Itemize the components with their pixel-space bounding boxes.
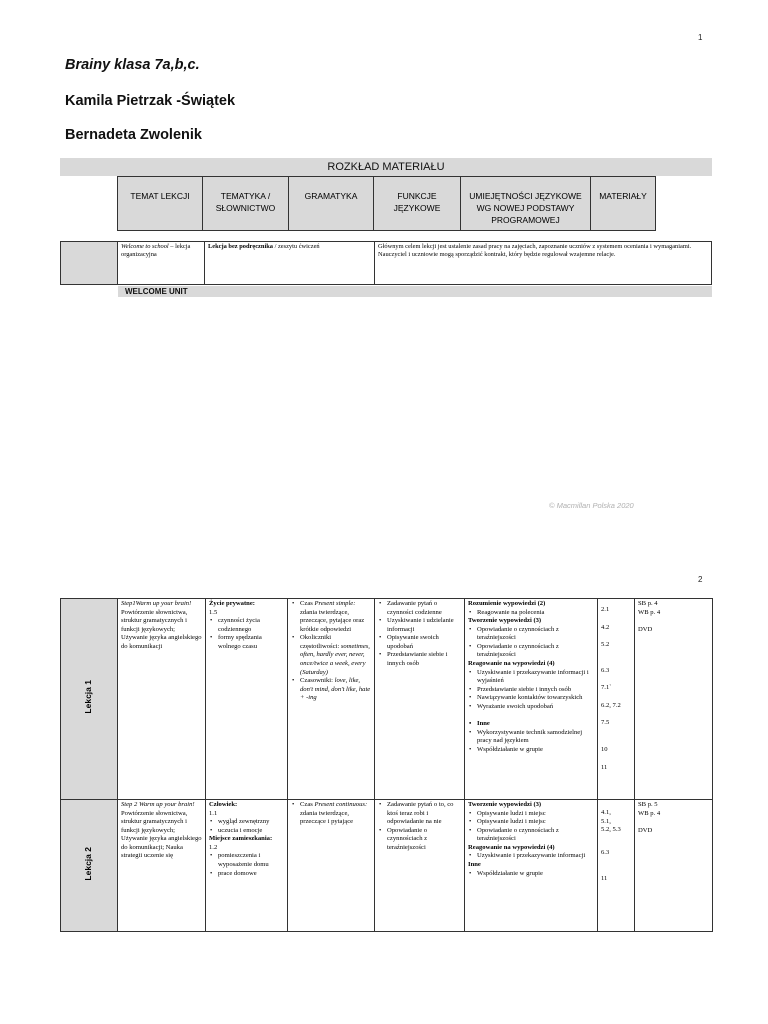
column-header-row — [60, 176, 712, 231]
grammar-text: Czasowniki: — [300, 677, 335, 685]
skill-ref: 4.1, — [601, 809, 611, 816]
header-tematyka: TEMATYKA / SŁOWNICTWO — [202, 176, 289, 231]
list-item: • Wyrażanie swoich upodobań — [468, 703, 594, 712]
list-item: • uczucia i emocje — [209, 827, 284, 836]
grammar-text: Okoliczniki częstotliwości: — [300, 634, 340, 650]
page-number-1: 1 — [698, 33, 703, 42]
material-item: SB p. 5 — [638, 801, 658, 808]
material-item: DVD — [638, 626, 653, 634]
list-item — [291, 677, 371, 703]
author-name-1: Kamila Pietrzak -Świątek — [65, 93, 236, 109]
lesson-topic-rest: Powtórzenie słownictwa, struktur gramatycznych i funkcji językowych; Używanie języka angielskiego do komunikacji; Nauka strategii uczenie się — [121, 809, 202, 860]
lesson-topic-cell — [118, 800, 206, 932]
skill-ref: 6.2, 7.2 — [601, 701, 621, 709]
intro-lesson-row — [60, 241, 712, 285]
lesson-skills-cell — [465, 800, 598, 932]
intro-nobook-rest: / zeszytu ćwiczeń — [272, 243, 320, 250]
list-item: • Przedstawianie siebie i innych osób — [468, 686, 594, 695]
lesson-grammar-cell — [288, 800, 375, 932]
grammar-text: Czas — [300, 600, 315, 607]
list-item: • Zadawanie pytań o czynności codzienne — [378, 600, 461, 617]
page-number-2: 2 — [698, 575, 703, 584]
intro-topic-cell — [117, 241, 205, 285]
list-item — [291, 801, 371, 827]
list-item: • Opowiadanie o czynnościach z teraźniejszości — [468, 626, 594, 643]
list-item — [291, 600, 371, 634]
skill-ref: 6.3 — [601, 848, 610, 856]
header-materialy: MATERIAŁY — [590, 176, 656, 231]
material-item: SB p. 4 — [638, 600, 658, 607]
lesson-vocab-cell — [206, 800, 288, 932]
lesson-topic-italic: Step 2 Warm up your brain! — [121, 801, 195, 808]
list-item: • Nawiązywanie kontaktów towarzyskich — [468, 694, 594, 703]
list-item: • pomieszczenia i wyposażenie domu — [209, 852, 284, 869]
header-spacer — [60, 176, 118, 231]
list-item: • Współdziałanie w grupie — [468, 870, 594, 879]
vocab-ref: 1.1 — [209, 809, 218, 817]
skills-heading: Reagowanie na wypowiedzi (4) — [468, 843, 555, 851]
lesson-grammar-cell — [288, 599, 375, 800]
skills-heading: Rozumienie wypowiedzi (2) — [468, 600, 546, 607]
list-item: • Uzyskiwanie i przekazywanie informacji — [468, 852, 594, 861]
list-item: • wygląd zewnętrzny — [209, 818, 284, 827]
lesson-topic-cell — [118, 599, 206, 800]
header-funkcje: FUNKCJE JĘZYKOWE — [373, 176, 461, 231]
lesson-materials-cell — [635, 800, 713, 932]
vocab-title: Miejsce zamieszkania: — [209, 835, 273, 843]
skills-heading: Tworzenie wypowiedzi (3) — [468, 801, 542, 808]
skill-ref: 2.1 — [601, 606, 610, 613]
list-item: • Opowiadanie o czynnościach z teraźniejszości — [378, 827, 461, 853]
lesson-functions-cell — [375, 800, 465, 932]
list-item: • Współdziałanie w grupie — [468, 746, 594, 755]
skills-heading: Reagowanie na wypowiedzi (4) — [468, 659, 555, 667]
list-item: • Przedstawianie siebie i innych osób — [378, 651, 461, 668]
skill-ref: 10 — [601, 745, 608, 753]
vocab-ref: 1.2 — [209, 843, 218, 851]
lesson-vocab-cell — [206, 599, 288, 800]
author-name-2: Bernadeta Zwolenik — [65, 127, 202, 143]
skill-ref: 5.1, — [601, 817, 611, 825]
intro-description-cell: Głównym celem lekcji jest ustalenie zasad pracy na zajęciach, zapoznanie uczniów z systemem oceniania i wymaganiami. Nauczyciel i uczniowie mogą sporządzić kontrakt, który będzie regulował wzajemne relacje. — [374, 241, 712, 285]
intro-topic-rest: – lekcja organizacyjna — [121, 243, 191, 259]
skill-ref: 5.2 — [601, 641, 610, 649]
grammar-text: zdania twierdzące, przeczące i pytające — [300, 809, 354, 826]
skill-ref: 5.2, 5.3 — [601, 826, 621, 834]
lesson-refs-cell — [598, 599, 635, 800]
material-item: DVD — [638, 827, 653, 835]
course-title: Brainy klasa 7a,b,c. — [65, 57, 200, 73]
lesson-table — [60, 598, 713, 932]
skills-heading: Inne — [468, 860, 481, 868]
table-row — [61, 599, 713, 800]
intro-topic-italic: Welcome to school — [121, 243, 169, 250]
list-item: • Opisywanie ludzi i miejsc — [468, 818, 594, 827]
list-item: • prace domowe — [209, 870, 284, 879]
list-item: • Opisywanie ludzi i miejsc — [468, 810, 594, 819]
list-item: • Opisywanie swoich upodobań — [378, 634, 461, 651]
grammar-text-italic: Present simple: — [314, 600, 356, 607]
list-item: • Opowiadanie o czynnościach z teraźniejszości — [468, 643, 594, 660]
lesson-label-cell — [61, 599, 118, 800]
list-item: • Zadawanie pytań o to, co ktoś teraz robi i odpowiadanie na nie — [378, 801, 461, 827]
list-item: • Uzyskiwanie i przekazywanie informacji i wyjaśnień — [468, 669, 594, 686]
lesson-functions-cell — [375, 599, 465, 800]
list-item: • Reagowanie na polecenia — [468, 609, 594, 618]
grammar-text-italic: love, like, don't mind, don't like, hate + -ing — [300, 677, 371, 702]
intro-nobook-bold: Lekcja bez podręcznika — [208, 243, 273, 250]
skills-heading: Tworzenie wypowiedzi (3) — [468, 617, 542, 625]
lesson-topic-rest: Powtórzenie słownictwa, struktur gramatycznych i funkcji językowych; Używanie języka angielskiego do komunikacji — [121, 608, 202, 650]
intro-label-cell — [60, 241, 118, 285]
skill-ref: 6.3 — [601, 666, 610, 674]
skill-ref: 7.1` — [601, 684, 612, 692]
grammar-text: zdania twierdzące, przeczące, pytające oraz krótkie odpowiedzi — [300, 608, 365, 633]
skill-ref: 11 — [601, 763, 608, 771]
list-item: • Uzyskiwanie i udzielanie informacji — [378, 617, 461, 634]
lesson-label: Lekcja 1 — [83, 680, 94, 714]
lesson-topic-italic: Step1Warm up your brain! — [121, 600, 192, 607]
lesson-label-cell — [61, 800, 118, 932]
vocab-ref: 1.5 — [209, 608, 218, 616]
grammar-text-italic: Present continuous: — [314, 801, 368, 808]
copyright-note: © Macmillan Polska 2020 — [549, 501, 634, 510]
skill-ref: 11 — [601, 875, 608, 883]
list-item: • Opowiadanie o czynnościach z teraźniejszości — [468, 827, 594, 844]
list-item: • Wykorzystywanie technik samodzielnej pracy nad językiem — [468, 729, 594, 746]
grammar-text-italic: sometimes, often, hardly ever, never, once/twice a week, every (Saturday) — [300, 642, 370, 676]
syllabus-title: ROZKŁAD MATERIAŁU — [60, 158, 712, 176]
lesson-materials-cell — [635, 599, 713, 800]
intro-nobook-cell — [204, 241, 375, 285]
list-item — [291, 634, 371, 677]
list-item: • Inne — [468, 720, 594, 729]
skill-ref: 7.5 — [601, 719, 610, 727]
skill-ref: 4.2 — [601, 623, 610, 631]
list-item: • czynności życia codziennego — [209, 617, 284, 634]
lesson-refs-cell — [598, 800, 635, 932]
lesson-label: Lekcja 2 — [83, 846, 94, 881]
lesson-skills-cell — [465, 599, 598, 800]
grammar-text: Czas — [300, 801, 315, 808]
material-item: WB p. 4 — [638, 608, 661, 616]
table-row — [61, 800, 713, 932]
header-umiejetnosci: UMIEJĘTNOŚCI JĘZYKOWE WG NOWEJ PODSTAWY PROGRAMOWEJ — [460, 176, 591, 231]
vocab-title: Życie prywatne: — [209, 600, 255, 607]
vocab-title: Człowiek: — [209, 801, 238, 808]
material-item: WB p. 4 — [638, 809, 661, 817]
list-item: • formy spędzania wolnego czasu — [209, 634, 284, 651]
header-temat: TEMAT LEKCJI — [117, 176, 203, 231]
header-gramatyka: GRAMATYKA — [288, 176, 374, 231]
welcome-unit-heading: WELCOME UNIT — [118, 286, 712, 297]
